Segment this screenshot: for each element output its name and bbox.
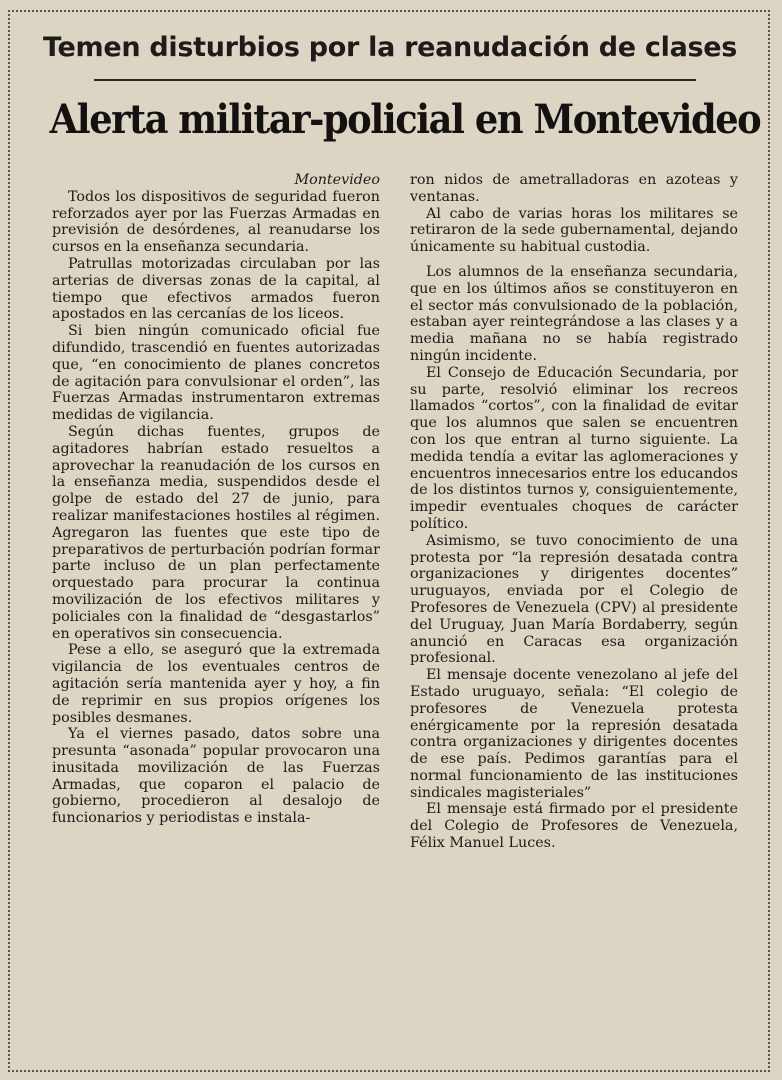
- headline: Alerta militar-policial en Montevideo: [49, 96, 761, 143]
- paragraph: Si bien ningún comunicado oficial fue difundido, trascendió en fuentes autorizadas que, “en conocimiento de planes concretos de agitación para convulsionar el orden”, las Fuerzas Armadas instrumentaron extremas medidas de vigilancia.: [52, 323, 380, 424]
- paragraph: Todos los dispositivos de seguridad fueron reforzados ayer por las Fuerzas Armadas en previsión de desórdenes, al reanudarse los cursos en la enseñanza secundaria.: [52, 188, 380, 256]
- dateline: Montevideo: [294, 172, 380, 188]
- kicker-heading: Temen disturbios por la reanudación de clases: [42, 32, 738, 63]
- paragraph: El mensaje docente venezolano al jefe del Estado uruguayo, señala: “El colegio de profesores de Venezuela protesta enérgicamente por la represión desatada contra organizaciones y dirigentes docentes de ese país. Pedimos garantías para el normal funcionamiento de las instituciones sindicales magisteriales”: [410, 667, 738, 801]
- paragraph: El Consejo de Educación Secundaria, por su parte, resolvió eliminar los recreos llamados “cortos”, con la finalidad de evitar que los alumnos que salen se encuentren con los que entran al turno siguiente. La medida tendía a evitar las aglomeraciones y encuentros innecesarios entre los educandos de los distintos turnos y, consiguientemente, impedir eventuales choques de carácter político.: [410, 364, 738, 532]
- paragraph: Pese a ello, se aseguró que la extremada vigilancia de los eventuales centros de agitación sería mantenida ayer y hoy, a fin de reprimir en sus propios orígenes los posibles desmanes.: [52, 642, 380, 726]
- article-column-right: [410, 172, 738, 852]
- paragraph: El mensaje está firmado por el presidente del Colegio de Profesores de Venezuela, Félix Manuel Luces.: [410, 801, 738, 852]
- paragraph: Patrullas motorizadas circulaban por las arterias de diversas zonas de la capital, al tiempo que efectivos armados fueron apostados en las cercanías de los liceos.: [52, 255, 380, 323]
- paragraph: Al cabo de varias horas los militares se retiraron de la sede gubernamental, dejando únicamente su habitual custodia.: [410, 205, 738, 256]
- paragraph: ron nidos de ametralladoras en azoteas y ventanas.: [410, 172, 738, 205]
- paragraph: Asimismo, se tuvo conocimiento de una protesta por “la represión desatada contra organizaciones y dirigentes docentes” uruguayos, enviada por el Colegio de Profesores de Venezuela (CPV) al presidente del Uruguay, Juan María Bordaberry, según anunció en Caracas esa organización profesional.: [410, 532, 738, 667]
- paragraph: Los alumnos de la enseñanza secundaria, que en los últimos años se constituyeron en el sector más convulsionado de la población, estaban ayer reintegrándose a las clases y a media mañana no se había registrado ningún incidente.: [410, 263, 738, 364]
- paragraph: Según dichas fuentes, grupos de agitadores habrían estado resueltos a aprovechar la reanudación de los cursos en la enseñanza media, suspendidos desde el golpe de estado del 27 de junio, para realizar manifestaciones hostiles al régimen. Agregaron las fuentes que este tipo de preparativos de perturbación podrían formar parte incluso de un plan perfectamente orquestado para procurar la continua movilización de los efectivos militares y policiales con la finalidad de “desgastarlos” en operativos sin consecuencia.: [52, 423, 380, 642]
- heading-rule: [94, 79, 696, 81]
- paragraph: Ya el viernes pasado, datos sobre una presunta “asonada” popular provocaron una inusitada movilización de las Fuerzas Armadas, que coparon el palacio de gobierno, procedieron al desalojo de funcionarios y periodistas e instala-: [52, 726, 380, 827]
- article-column-left: [52, 172, 380, 827]
